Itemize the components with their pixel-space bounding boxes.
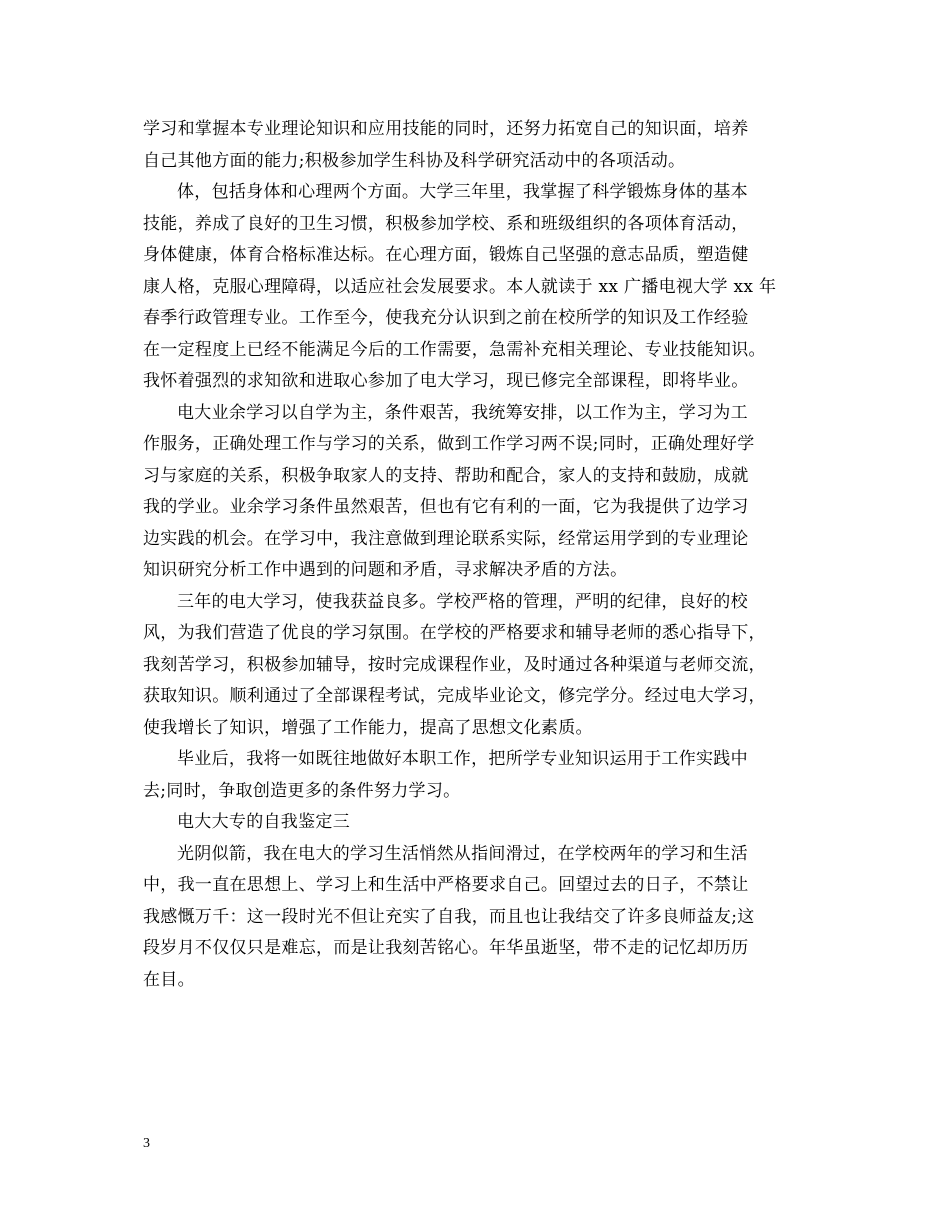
- page-number: 3: [143, 1136, 150, 1151]
- document-body: [143, 114, 823, 996]
- section-heading: 电大大专的自我鉴定三: [177, 812, 350, 832]
- paragraph-3: 电大业余学习以自学为主，条件艰苦，我统筹安排，以工作为主，学习为工 作服务，正确处理工作与学习的关系，做到工作学习两不误;同时，正确处理好学 习与家庭的关系，积极争取家人的支持、帮助和配合，家人的支持和鼓励，成就 我的学业。业余学习条件虽然艰苦，但也有它有利的一面，它为我提供了边学习 边实践的机会。在学习中，我注意做到理论联系实际，经常运用学到的专业理论 知识研究分析工作中遇到的问题和矛盾，寻求解决矛盾的方法。: [143, 402, 755, 580]
- paragraph-closing: 光阴似箭，我在电大的学习生活悄然从指间滑过，在学校两年的学习和生活 中，我一直在思想上、学习上和生活中严格要求自己。回望过去的日子，不禁让 我感慨万千：这一段时光不但让充实了自我，而且也让我结交了许多良师益友;这 段岁月不仅仅只是难忘，而是让我刻苦铭心。年华虽逝坚，带不走的记忆却历历 在目。: [143, 843, 755, 990]
- paragraph-4: 三年的电大学习，使我获益良多。学校严格的管理，严明的纪律，良好的校 风，为我们营造了优良的学习氛围。在学校的严格要求和辅导老师的悉心指导下， 我刻苦学习，积极参加辅导，按时完成课程作业，及时通过各种渠道与老师交流， 获取知识。顺利通过了全部课程考试，完成毕业论文，修完学分。经过电大学习， 使我增长了知识，增强了工作能力，提高了思想文化素质。: [143, 591, 766, 738]
- paragraph-1: 学习和掌握本专业理论知识和应用技能的同时，还努力拓宽自己的知识面，培养 自己其他方面的能力;积极参加学生科协及科学研究活动中的各项活动。: [143, 119, 749, 171]
- paragraph-5: 毕业后，我将一如既往地做好本职工作，把所学专业知识运用于工作实践中 去;同时，争取创造更多的条件努力学习。: [143, 749, 748, 801]
- paragraph-2: 体，包括身体和心理两个方面。大学三年里，我掌握了科学锻炼身体的基本 技能，养成了良好的卫生习惯，积极参加学校、系和班级组织的各项体育活动， 身体健康，体育合格标准达标。在心理方面，锻炼自己坚强的意志品质，塑造健 康人格，克服心理障碍，以适应社会发展要求。本人就读于 xx 广播电视大学 xx 年 春季行政管理专业。工作至今，使我充分认识到之前在校所学的知识及工作经验 在一定程度上已经不能满足今后的工作需要，急需补充相关理论、专业技能知识。 我怀着强烈的求知欲和进取心参加了电大学习，现已修完全部课程，即将毕业。: [143, 182, 777, 391]
